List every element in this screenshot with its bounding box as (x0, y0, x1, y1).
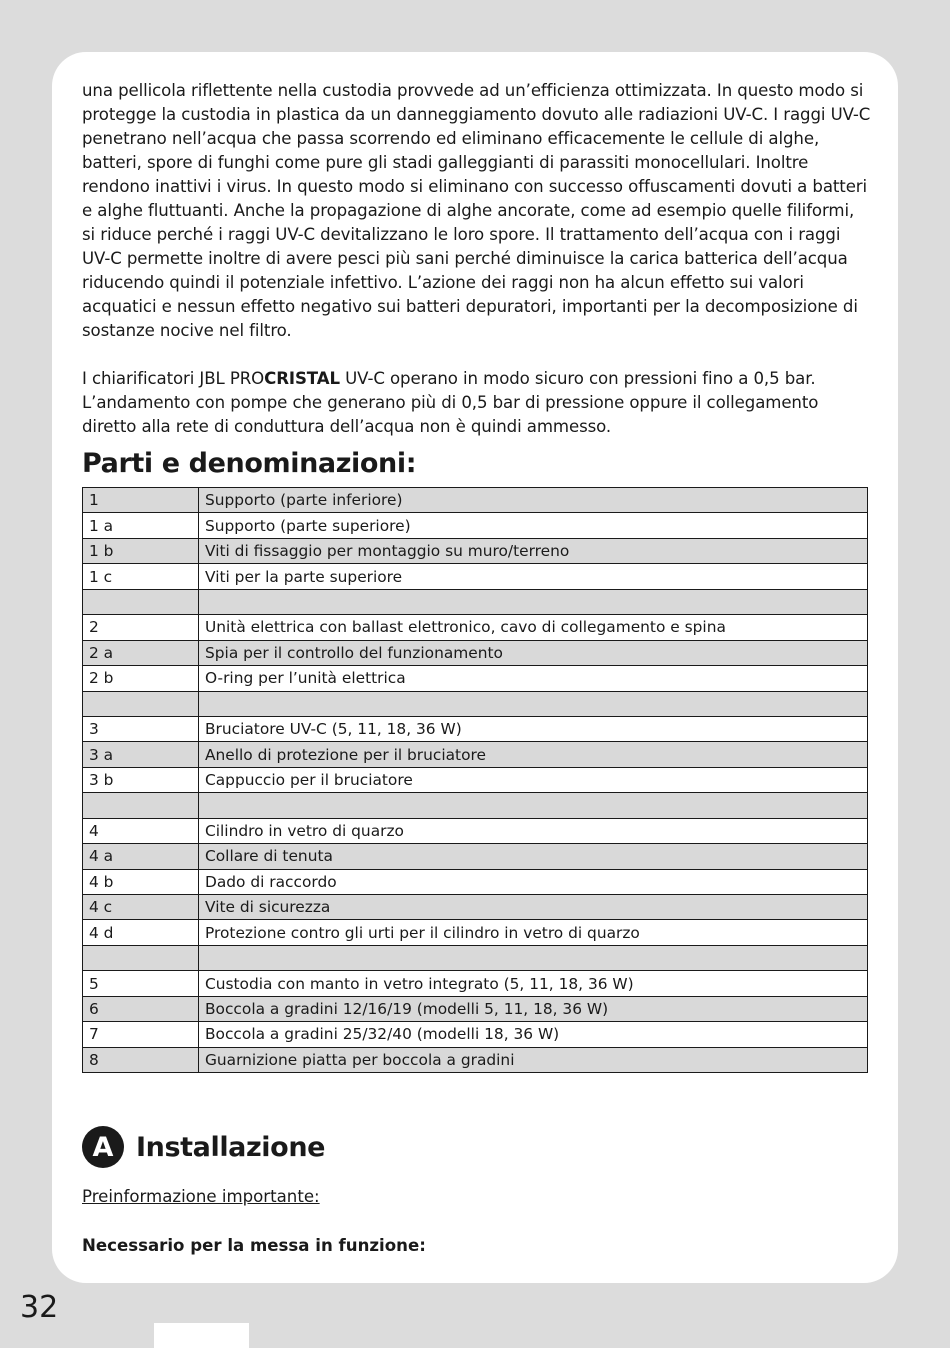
part-number: 4 (83, 818, 199, 843)
table-row (83, 767, 868, 792)
part-number (83, 589, 199, 614)
part-description (199, 691, 868, 716)
part-number: 3 a (83, 742, 199, 767)
table-row (83, 640, 868, 665)
part-number: 4 d (83, 920, 199, 945)
brand-bold: CRISTAL (264, 369, 340, 388)
part-number (83, 793, 199, 818)
part-number: 1 b (83, 538, 199, 563)
table-row (83, 945, 868, 970)
part-number: 5 (83, 971, 199, 996)
intro-paragraph-1: una pellicola riflettente nella custodia provvede ad un’efficienza ottimizzata. In questo modo si protegge la custodia in plastica da un danneggiamento dovuto alle radiazioni UV-C. I raggi UV-C penetrano nell’acqua che passa scorrendo ed eliminano efficacemente le cellule di alghe, batteri, spore di funghi come pure gli stadi galleggianti di parassiti monocellulari. Inoltre rendono inattivi i virus. In questo modo si eliminano con successo offuscamenti dovuti a batteri e alghe fluttuanti. Anche la propagazione di alghe ancorate, come ad esempio quelle filiformi, si riduce perché i raggi UV-C devitalizzano le loro spore. Il trattamento dell’acqua con i raggi UV-C permette inoltre di avere pesci più sani perché diminuisce la carica batterica dell’acqua riducendo quindi il potenziale infettivo. L’azione dei raggi non ha alcun effetto sui valori acquatici e nessun effetto negativo sui batteri depuratori, importanti per la decomposizione di sostanze nocive nel filtro. (82, 81, 871, 340)
part-number: 4 c (83, 895, 199, 920)
table-row (83, 742, 868, 767)
part-description: Dado di raccordo (199, 869, 868, 894)
intro-paragraph-2 (82, 367, 872, 439)
part-description: Viti di fissaggio per montaggio su muro/terreno (199, 538, 868, 563)
part-number: 1 a (83, 513, 199, 538)
table-row (83, 869, 868, 894)
table-row (83, 1047, 868, 1072)
part-number: 4 b (83, 869, 199, 894)
table-row (83, 818, 868, 843)
part-number (83, 945, 199, 970)
part-number: 8 (83, 1047, 199, 1072)
part-description: Unità elettrica con ballast elettronico, cavo di collegamento e spina (199, 615, 868, 640)
table-row (83, 895, 868, 920)
table-row (83, 691, 868, 716)
part-description: Collare di tenuta (199, 844, 868, 869)
installation-header (82, 1126, 325, 1168)
table-row (83, 488, 868, 513)
table-row (83, 1022, 868, 1047)
table-row (83, 716, 868, 741)
table-row (83, 971, 868, 996)
part-description: Guarnizione piatta per boccola a gradini (199, 1047, 868, 1072)
part-description: Anello di protezione per il bruciatore (199, 742, 868, 767)
part-description: Viti per la parte superiore (199, 564, 868, 589)
part-number: 1 c (83, 564, 199, 589)
table-row (83, 666, 868, 691)
part-number: 7 (83, 1022, 199, 1047)
table-row (83, 844, 868, 869)
paragraph-2-start: I chiarificatori JBL PRO (82, 369, 265, 388)
part-description (199, 793, 868, 818)
parts-table-body (83, 488, 868, 1073)
part-description: Supporto (parte inferiore) (199, 488, 868, 513)
table-row (83, 793, 868, 818)
part-description: Supporto (parte superiore) (199, 513, 868, 538)
part-description: Vite di sicurezza (199, 895, 868, 920)
table-row (83, 564, 868, 589)
part-number: 2 a (83, 640, 199, 665)
paragraph-2-end: UV-C operano in modo sicuro con pressioni fino a 0,5 bar. L’andamento con pompe che generano più di 0,5 bar di pressione oppure il collegamento diretto alla rete di conduttura dell’acqua non è quindi ammesso. (82, 369, 819, 436)
part-number (83, 691, 199, 716)
part-description: O-ring per l’unità elettrica (199, 666, 868, 691)
page-number: 32 (20, 1290, 59, 1325)
intro-text (82, 79, 872, 439)
part-number: 1 (83, 488, 199, 513)
part-description: Cilindro in vetro di quarzo (199, 818, 868, 843)
installation-title: Installazione (136, 1131, 326, 1163)
part-number: 2 (83, 615, 199, 640)
section-a-badge: A (82, 1126, 124, 1168)
needed-heading: Necessario per la messa in funzione: (82, 1236, 426, 1255)
part-description: Protezione contro gli urti per il cilindro in vetro di quarzo (199, 920, 868, 945)
part-number: 6 (83, 996, 199, 1021)
bottom-strip (154, 1323, 249, 1348)
part-description: Custodia con manto in vetro integrato (5, 11, 18, 36 W) (199, 971, 868, 996)
table-row (83, 996, 868, 1021)
part-number: 2 b (83, 666, 199, 691)
part-description (199, 589, 868, 614)
part-number: 3 (83, 716, 199, 741)
part-number: 3 b (83, 767, 199, 792)
part-description: Bruciatore UV-C (5, 11, 18, 36 W) (199, 716, 868, 741)
table-row (83, 615, 868, 640)
part-description: Spia per il controllo del funzionamento (199, 640, 868, 665)
part-description: Boccola a gradini 12/16/19 (modelli 5, 11, 18, 36 W) (199, 996, 868, 1021)
table-row (83, 920, 868, 945)
table-row (83, 513, 868, 538)
preinfo-heading: Preinformazione importante: (82, 1187, 320, 1206)
part-number: 4 a (83, 844, 199, 869)
parts-table (82, 487, 868, 1073)
part-description (199, 945, 868, 970)
table-row (83, 589, 868, 614)
part-description: Cappuccio per il bruciatore (199, 767, 868, 792)
table-row (83, 538, 868, 563)
parts-title: Parti e denominazioni: (82, 448, 417, 479)
part-description: Boccola a gradini 25/32/40 (modelli 18, 36 W) (199, 1022, 868, 1047)
